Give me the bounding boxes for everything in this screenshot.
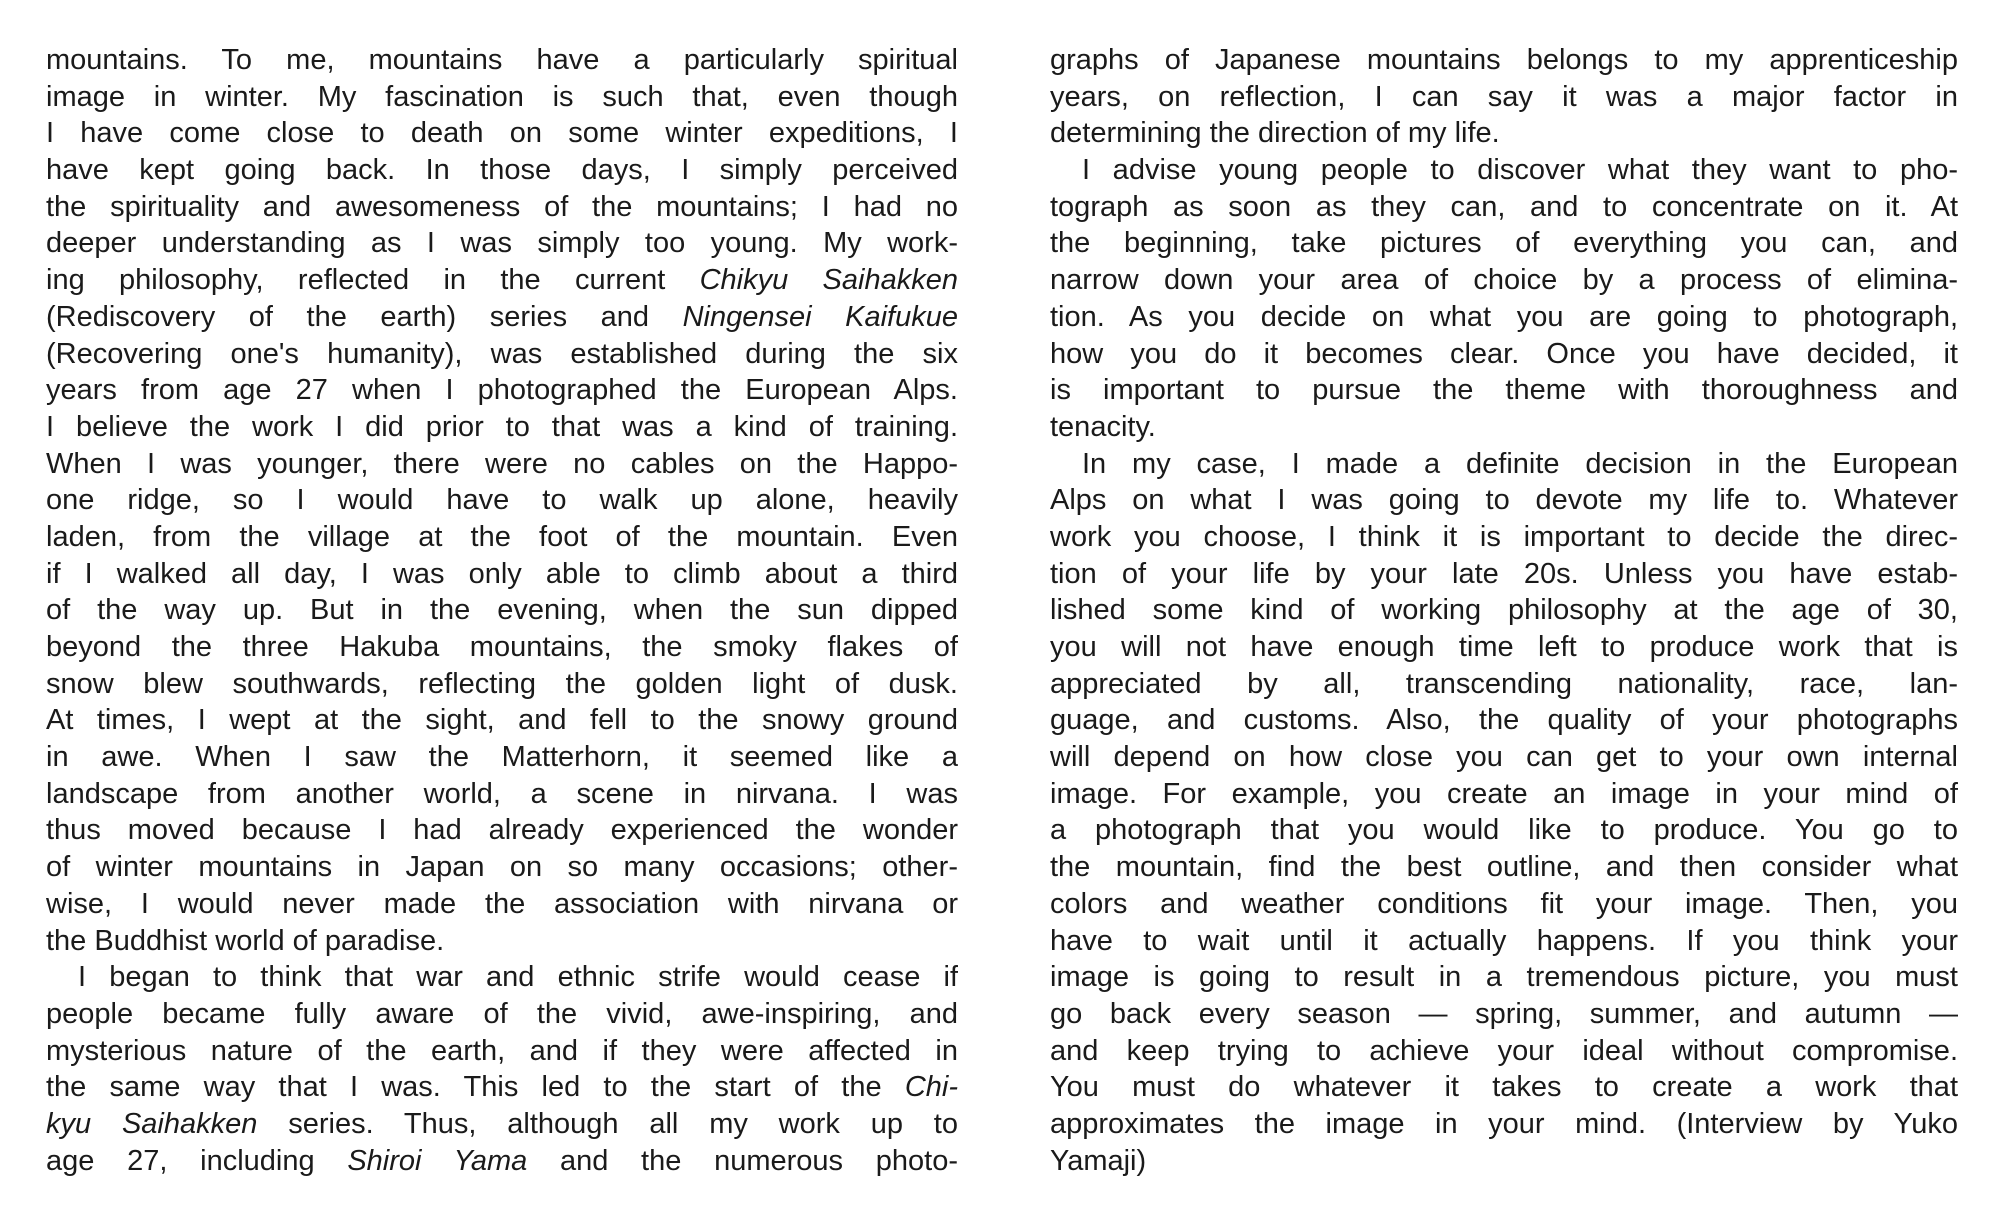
paragraph-start-line: I advise young people to discover what they want to pho- [1082,154,1958,187]
text-line: have to wait until it actually happens. If you think your [1050,924,1958,957]
text-line: I believe the work I did prior to that was a kind of training. [46,410,958,443]
text-line: I have come close to death on some winter expeditions, I [46,117,958,150]
text-line: age 27, including Shiroi Yama and the numerous photo- [46,1144,958,1177]
text-line: one ridge, so I would have to walk up alone, heavily [46,484,958,517]
text-line: the spirituality and awesomeness of the mountains; I had no [46,190,958,223]
paragraph-start-line: I began to think that war and ethnic strife would cease if [78,961,958,994]
text-line: Alps on what I was going to devote my life to. Whatever [1050,484,1958,517]
text-line: image is going to result in a tremendous picture, you must [1050,961,1958,994]
paragraph-start-line: In my case, I made a definite decision in the European [1082,447,1958,480]
text-line: of the way up. But in the evening, when the sun dipped [46,594,958,627]
text-line: work you choose, I think it is important to decide the direc- [1050,520,1958,553]
text-line: the mountain, find the best outline, and then consider what [1050,851,1958,884]
text-line: go back every season — spring, summer, and autumn — [1050,997,1958,1030]
text-line: laden, from the village at the foot of the mountain. Even [46,520,958,553]
text-line: kyu Saihakken series. Thus, although all my work up to [46,1107,958,1140]
text-line: and keep trying to achieve your ideal without compromise. [1050,1034,1958,1067]
text-line: graphs of Japanese mountains belongs to my apprenticeship [1050,44,1958,76]
text-line: will depend on how close you can get to your own internal [1050,741,1958,774]
text-line: deeper understanding as I was simply too young. My work- [46,227,958,260]
text-line: ing philosophy, reflected in the current Chikyu Saihakken [46,264,958,297]
text-line: mysterious nature of the earth, and if they were affected in [46,1034,958,1067]
text-line: image in winter. My fascination is such that, even though [46,80,958,113]
text-line: if I walked all day, I was only able to climb about a third [46,557,958,590]
text-line: snow blew southwards, reflecting the golden light of dusk. [46,667,958,700]
text-line: is important to pursue the theme with thoroughness and [1050,374,1958,407]
text-line: years, on reflection, I can say it was a major factor in [1050,80,1958,113]
text-column-right [1050,42,1958,1179]
text-line: (Recovering one's humanity), was established during the six [46,337,958,370]
text-line: beyond the three Hakuba mountains, the smoky flakes of [46,631,958,663]
text-line: When I was younger, there were no cables on the Happo- [46,447,958,480]
text-line: appreciated by all, transcending nationality, race, lan- [1050,667,1958,700]
text-line: tograph as soon as they can, and to concentrate on it. At [1050,190,1958,223]
text-line: a photograph that you would like to produce. You go to [1050,814,1958,847]
text-line: image. For example, you create an image in your mind of [1050,777,1958,810]
text-line: wise, I would never made the association with nirvana or [46,887,958,920]
paragraph-end-line: tenacity. [1050,410,1156,443]
text-line: At times, I wept at the sight, and fell to the snowy ground [46,704,958,737]
text-line: in awe. When I saw the Matterhorn, it seemed like a [46,741,958,774]
paragraph-end-line: Yamaji) [1050,1144,1147,1177]
text-line: mountains. To me, mountains have a particularly spiritual [46,44,958,76]
text-line: landscape from another world, a scene in nirvana. I was [46,777,958,810]
text-line: tion. As you decide on what you are going to photograph, [1050,300,1958,333]
text-line: colors and weather conditions fit your image. Then, you [1050,887,1958,920]
text-line: have kept going back. In those days, I simply perceived [46,154,958,187]
text-line: people became fully aware of the vivid, awe-inspiring, and [46,997,958,1030]
text-line: (Rediscovery of the earth) series and Ningensei Kaifukue [46,300,958,333]
text-line: tion of your life by your late 20s. Unless you have estab- [1050,557,1958,590]
text-line: lished some kind of working philosophy at the age of 30, [1050,594,1958,627]
text-line: You must do whatever it takes to create a work that [1050,1071,1958,1104]
text-line: the beginning, take pictures of everything you can, and [1050,227,1958,260]
text-line: of winter mountains in Japan on so many occasions; other- [46,851,958,884]
text-column-left [46,42,958,1179]
text-line: the same way that I was. This led to the start of the Chi- [46,1071,958,1104]
text-line: thus moved because I had already experienced the wonder [46,814,958,847]
text-line: guage, and customs. Also, the quality of your photographs [1050,704,1958,737]
paragraph-end-line: determining the direction of my life. [1050,117,1500,150]
text-line: years from age 27 when I photographed the European Alps. [46,374,958,407]
text-line: how you do it becomes clear. Once you have decided, it [1050,337,1958,370]
text-line: approximates the image in your mind. (Interview by Yuko [1050,1107,1958,1140]
text-line: narrow down your area of choice by a process of elimina- [1050,264,1958,297]
paragraph-end-line: the Buddhist world of paradise. [46,924,445,957]
text-line: you will not have enough time left to produce work that is [1050,631,1958,663]
